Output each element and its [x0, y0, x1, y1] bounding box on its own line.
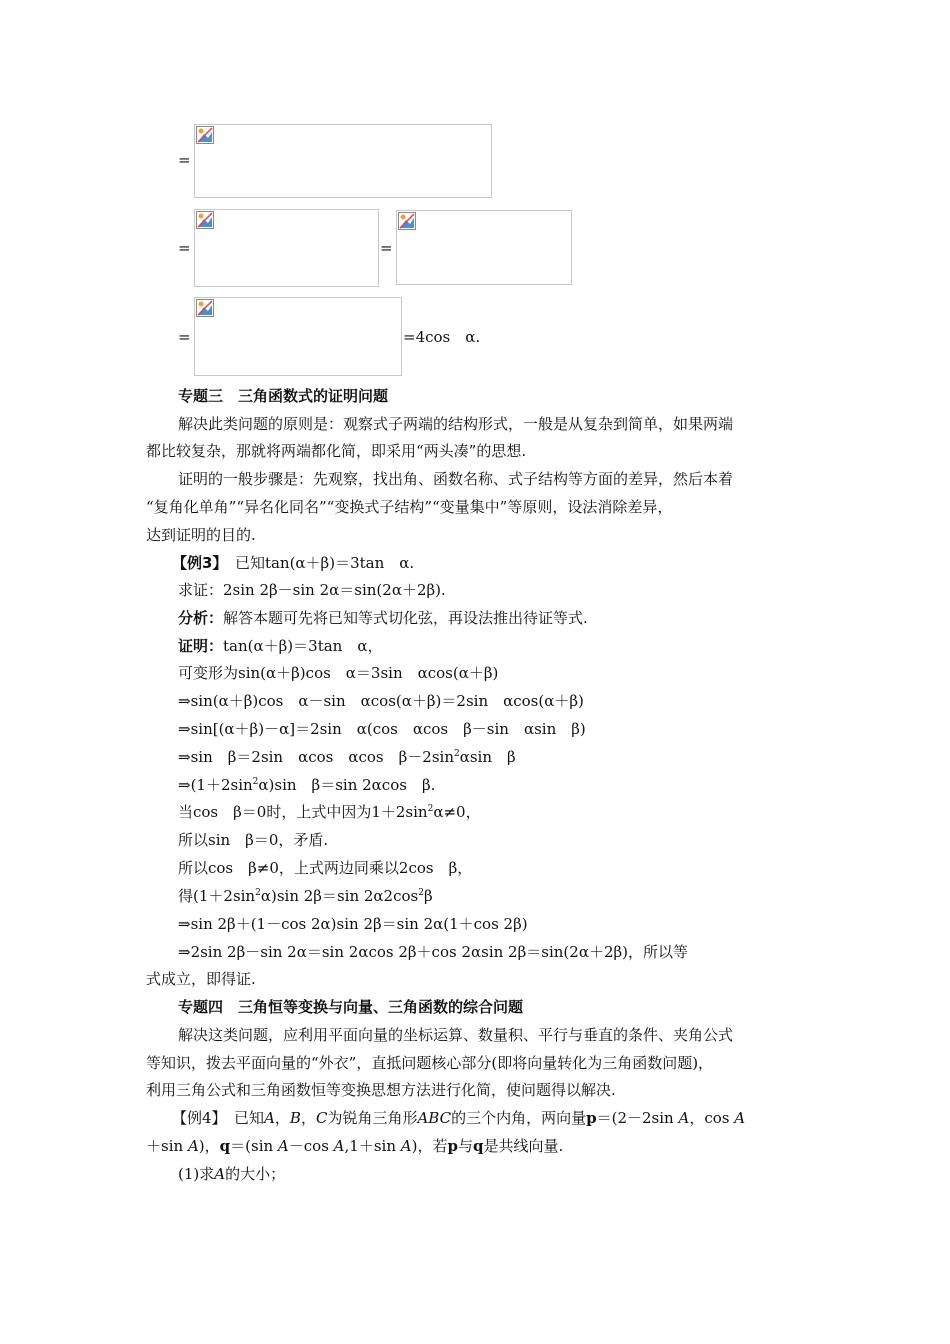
text: 的大小；	[225, 1165, 286, 1183]
text: ，	[274, 1109, 290, 1127]
broken-image-icon	[196, 211, 214, 229]
example4-label: 【例4】	[172, 1109, 220, 1127]
superscript: 2	[255, 888, 261, 898]
analysis-label: 分析：	[178, 609, 224, 627]
topic3-paragraph-line: 证明的一般步骤是：先观察，找出角、函数名称、式子结构等方面的差异，然后本着	[178, 470, 734, 488]
var-C: C	[315, 1109, 328, 1127]
proof-step-text: αsin β	[459, 748, 516, 766]
topic3-paragraph-line: “复角化单角”“异名化同名”“变换式子结构”“变量集中”等原则，设法消除差异，	[146, 498, 673, 516]
example3-given-text: 已知tan(α＋β)＝3tan α.	[219, 554, 415, 572]
example3-analysis	[178, 608, 588, 628]
proof-label: 证明：	[178, 637, 224, 655]
text: ＝(sin	[230, 1137, 278, 1155]
text: ＝(2－2sin	[596, 1109, 679, 1127]
example4-line-1	[172, 1108, 745, 1128]
text: ，	[300, 1109, 316, 1127]
broken-image-icon	[196, 126, 214, 144]
var-A: A	[400, 1137, 412, 1155]
equation-image-2	[194, 209, 379, 287]
proof-step-text: 当cos β＝0时，上式中因为1＋2sin	[178, 803, 428, 821]
text: 为锐角三角形	[327, 1109, 418, 1127]
proof-step-text: α≠0，	[433, 803, 481, 821]
proof-first-line: tan(α＋β)＝3tan α，	[223, 637, 383, 655]
proof-step	[178, 747, 516, 767]
equation-result: =4cos α.	[403, 328, 481, 346]
superscript: 2	[252, 777, 259, 787]
topic4-paragraph-line: 等知识，拨去平面向量的“外衣”，直抵问题核心部分(即将向量转化为三角函数问题)，	[146, 1054, 714, 1072]
proof-step: ⇒sin 2β＋(1－cos 2α)sin 2β＝sin 2α(1＋cos 2β)	[178, 915, 528, 933]
text: )，	[198, 1137, 220, 1155]
broken-image-icon	[398, 212, 416, 230]
var-A: A	[678, 1109, 690, 1127]
proof-step-text: α)sin β＝sin 2αcos β.	[258, 776, 436, 794]
equals-sign-1: =	[178, 151, 191, 169]
superscript: 2	[427, 804, 434, 814]
proof-step: ⇒sin(α＋β)cos α－sin αcos(α＋β)＝2sin αcos(α＋β)	[178, 692, 584, 710]
var-B: B	[289, 1109, 301, 1127]
example3-label: 【例3】	[172, 554, 220, 572]
analysis-text: 解答本题可先将已知等式切化弦，再设法推出待证等式.	[223, 609, 588, 627]
example4-line-2	[146, 1136, 563, 1156]
proof-step: 式成立，即得证.	[146, 970, 256, 988]
equation-image-4	[194, 297, 402, 376]
proof-step-text: ⇒(1＋2sin	[178, 776, 253, 794]
proof-step: ⇒sin[(α＋β)－α]＝2sin α(cos αcos β－sin αsin β)	[178, 720, 586, 738]
proof-step: ⇒2sin 2β－sin 2α＝sin 2αcos 2β＋cos 2αsin 2β＝sin(2α＋2β)，所以等	[178, 943, 689, 961]
equation-image-1	[194, 124, 492, 198]
vector-q: q	[472, 1137, 484, 1155]
text: 与	[457, 1137, 473, 1155]
vector-p: p	[586, 1109, 597, 1127]
proof-step	[178, 886, 433, 906]
var-ABC: ABC	[417, 1109, 452, 1127]
proof-step	[178, 775, 435, 795]
text: ＋sin	[146, 1137, 188, 1155]
proof-step-text: 得(1＋2sin	[178, 887, 256, 905]
var-A: A	[734, 1109, 746, 1127]
proof-step	[178, 802, 481, 822]
text: 的三个内角，两向量	[451, 1109, 587, 1127]
broken-image-icon	[196, 299, 214, 317]
equals-sign-4: =	[178, 328, 191, 346]
topic4-paragraph-line: 利用三角公式和三角函数恒等变换思想方法进行化简，使问题得以解决.	[146, 1081, 616, 1099]
topic3-paragraph-line: 都比较复杂，那就将两端都化简，即采用“两头凑”的思想.	[146, 442, 527, 460]
vector-q: q	[219, 1137, 231, 1155]
superscript: 2	[418, 888, 424, 898]
topic4-heading: 专题四 三角恒等变换与向量、三角函数的综合问题	[178, 998, 524, 1016]
equals-sign-3: =	[380, 239, 393, 257]
proof-step: 所以sin β＝0，矛盾.	[178, 831, 329, 849]
topic4-paragraph-line: 解决这类问题，应利用平面向量的坐标运算、数量积、平行与垂直的条件、夹角公式	[178, 1026, 734, 1044]
proof-step-text: ⇒sin β＝2sin αcos αcos β－2sin	[178, 748, 454, 766]
example3-proof-start	[178, 636, 382, 656]
equals-sign-2: =	[178, 239, 191, 257]
proof-step: 所以cos β≠0，上式两边同乘以2cos β，	[178, 859, 473, 877]
text: (1)求	[178, 1165, 215, 1183]
var-A: A	[264, 1109, 275, 1127]
example3-prove: 求证：2sin 2β－sin 2α＝sin(2α＋2β).	[178, 581, 446, 599]
example4-question-1	[178, 1164, 285, 1184]
text: 已知	[219, 1109, 265, 1127]
var-A: A	[187, 1137, 199, 1155]
text: )，若	[411, 1137, 448, 1155]
text: ,1＋sin	[344, 1137, 401, 1155]
topic3-paragraph-line: 解决此类问题的原则是：观察式子两端的结构形式，一般是从复杂到简单，如果两端	[178, 415, 734, 433]
proof-step-text: β	[423, 887, 433, 905]
topic3-paragraph-line: 达到证明的目的.	[146, 526, 256, 544]
text: 是共线向量.	[483, 1137, 564, 1155]
equation-image-3	[396, 210, 572, 285]
topic3-heading: 专题三 三角函数式的证明问题	[178, 387, 389, 405]
proof-step: 可变形为sin(α＋β)cos α＝3sin αcos(α＋β)	[178, 664, 499, 682]
superscript: 2	[454, 749, 460, 759]
example3-given	[172, 553, 414, 573]
var-A: A	[214, 1165, 226, 1183]
text: ，cos	[689, 1109, 735, 1127]
vector-p: p	[447, 1137, 458, 1155]
var-A: A	[333, 1137, 345, 1155]
proof-step-text: α)sin 2β＝sin 2α2cos	[260, 887, 419, 905]
text: －cos	[288, 1137, 334, 1155]
var-A: A	[277, 1137, 289, 1155]
